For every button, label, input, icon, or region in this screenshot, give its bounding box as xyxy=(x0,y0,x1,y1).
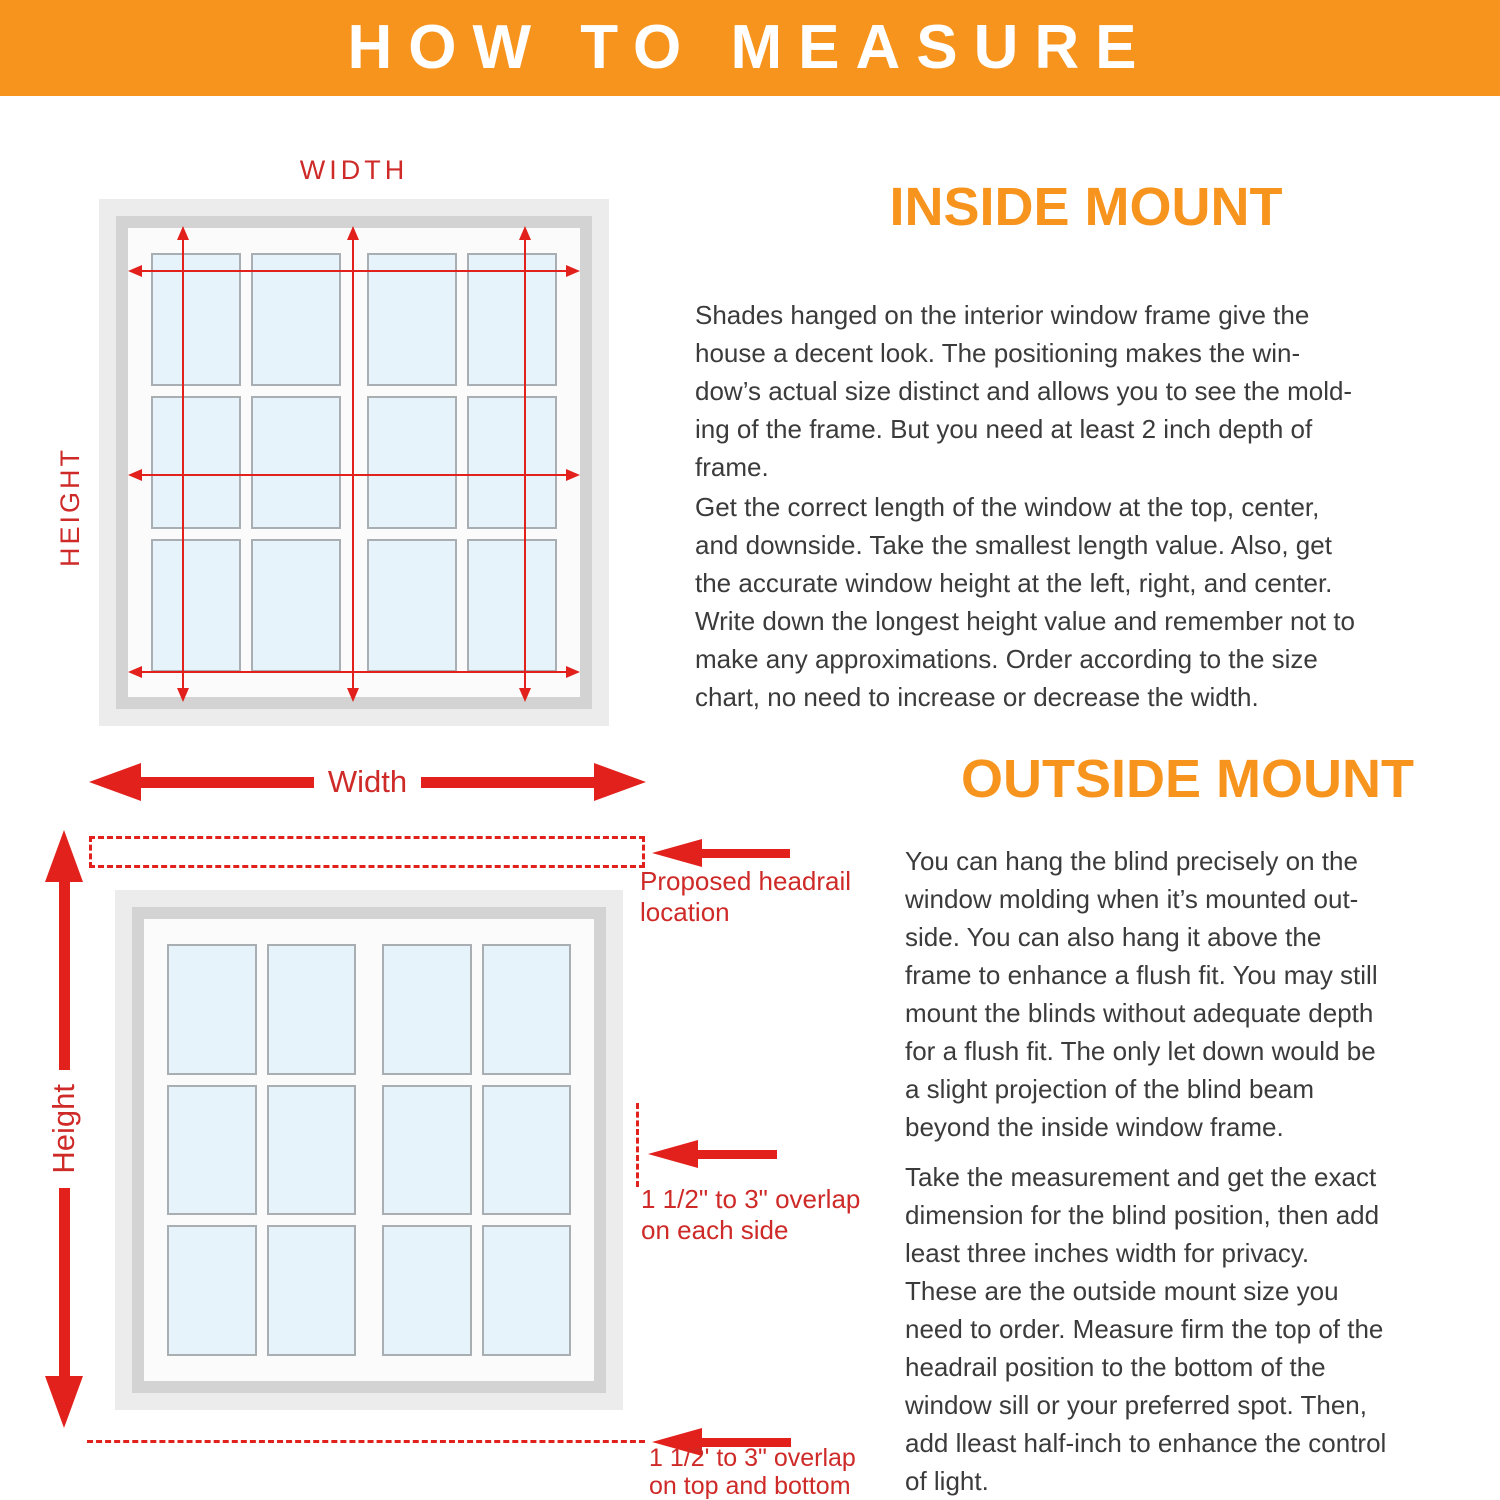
window-pane xyxy=(367,539,457,672)
arrowhead-right-icon xyxy=(594,763,646,801)
window-illustration-bottom xyxy=(115,890,623,1410)
window-pane xyxy=(382,1225,472,1356)
window-mullion xyxy=(356,944,382,1356)
inside-mount-paragraph-1: Shades hanged on the interior window frame give the house a decent look. The positioning makes the win- dow’s actual size distinct and allows you to see the mold- ing of the frame. But you need at least 2 inch depth of frame. xyxy=(695,300,1353,482)
bottom-overlap-guide-line xyxy=(87,1440,645,1443)
arrowhead-left-icon xyxy=(652,839,702,867)
window-frame-inner xyxy=(144,919,594,1381)
window-pane xyxy=(251,539,341,672)
height-label-bottom: Height xyxy=(46,1084,81,1174)
window-pane xyxy=(482,1085,572,1216)
window-pane xyxy=(267,1085,357,1216)
width-arrow-bottom-diagram xyxy=(89,763,646,801)
height-label-top: HEIGHT xyxy=(55,446,85,567)
window-pane xyxy=(482,944,572,1075)
arrowhead-left-icon xyxy=(89,763,141,801)
arrowhead-up-icon xyxy=(45,830,83,882)
window-pane xyxy=(482,1225,572,1356)
window-pane xyxy=(251,396,341,529)
outside-mount-paragraph-2: Take the measurement and get the exact dimension for the blind position, then add least three inches width for privacy. These are the outside mount size you need to order. Measure firm the top of the headrail position to the bottom of the window sill or your preferred spot. Then, add lleast half-inch to enhance the control of light. xyxy=(905,1162,1387,1496)
window-pane xyxy=(467,539,557,672)
page-title: HOW TO MEASURE xyxy=(347,13,1153,82)
height-arrow-bottom-diagram xyxy=(45,830,83,1428)
window-pane xyxy=(167,1085,257,1216)
window-pane xyxy=(151,396,241,529)
window-pane xyxy=(267,1225,357,1356)
arrowhead-down-icon xyxy=(45,1376,83,1428)
proposed-headrail-outline xyxy=(89,836,645,868)
window-pane xyxy=(151,539,241,672)
window-frame-mid xyxy=(132,907,606,1393)
headrail-pointer-arrow xyxy=(652,838,790,868)
window-pane xyxy=(267,944,357,1075)
header-banner xyxy=(0,0,1500,96)
inside-mount-heading: INSIDE MOUNT xyxy=(889,177,1283,237)
bottom-overlap-label: 1 1/2' to 3" overlap on top and bottom xyxy=(649,1444,856,1500)
arrowhead-left-icon xyxy=(648,1140,698,1168)
window-pane xyxy=(167,1225,257,1356)
headrail-location-label: Proposed headrail location xyxy=(640,866,852,927)
side-overlap-label: 1 1/2" to 3" overlap on each side xyxy=(641,1184,861,1245)
window-pane xyxy=(382,944,472,1075)
inside-mount-paragraph-2: Get the correct length of the window at the top, center, and downside. Take the smallest length value. Also, get the accurate window height at the left, right, and center. Write down the longest height value and remember not to make any approximations. Order according to the size chart, no need to increase or decrease the width. xyxy=(695,492,1356,712)
side-overlap-guide-line xyxy=(636,1103,639,1187)
height-measure-arrow-center xyxy=(347,226,359,702)
outside-mount-paragraph-1: You can hang the blind precisely on the window molding when it’s mounted out- side. You can also hang it above the frame to enhance a flush fit. You may still mount the blinds without adequate depth for a flush fit. The only let down would be a slight projection of the blind beam beyond the inside window frame. xyxy=(905,846,1378,1142)
window-pane xyxy=(467,396,557,529)
window-pane xyxy=(167,944,257,1075)
window-sash xyxy=(382,944,571,1356)
side-overlap-pointer-arrow xyxy=(648,1140,777,1168)
width-label-top: WIDTH xyxy=(299,155,409,185)
height-measure-arrow-left xyxy=(177,226,189,702)
height-measure-arrow-right xyxy=(519,226,531,702)
width-label-bottom: Width xyxy=(327,764,408,799)
window-pane xyxy=(382,1085,472,1216)
window-pane xyxy=(367,396,457,529)
outside-mount-heading: OUTSIDE MOUNT xyxy=(961,749,1414,809)
window-sash xyxy=(167,944,356,1356)
